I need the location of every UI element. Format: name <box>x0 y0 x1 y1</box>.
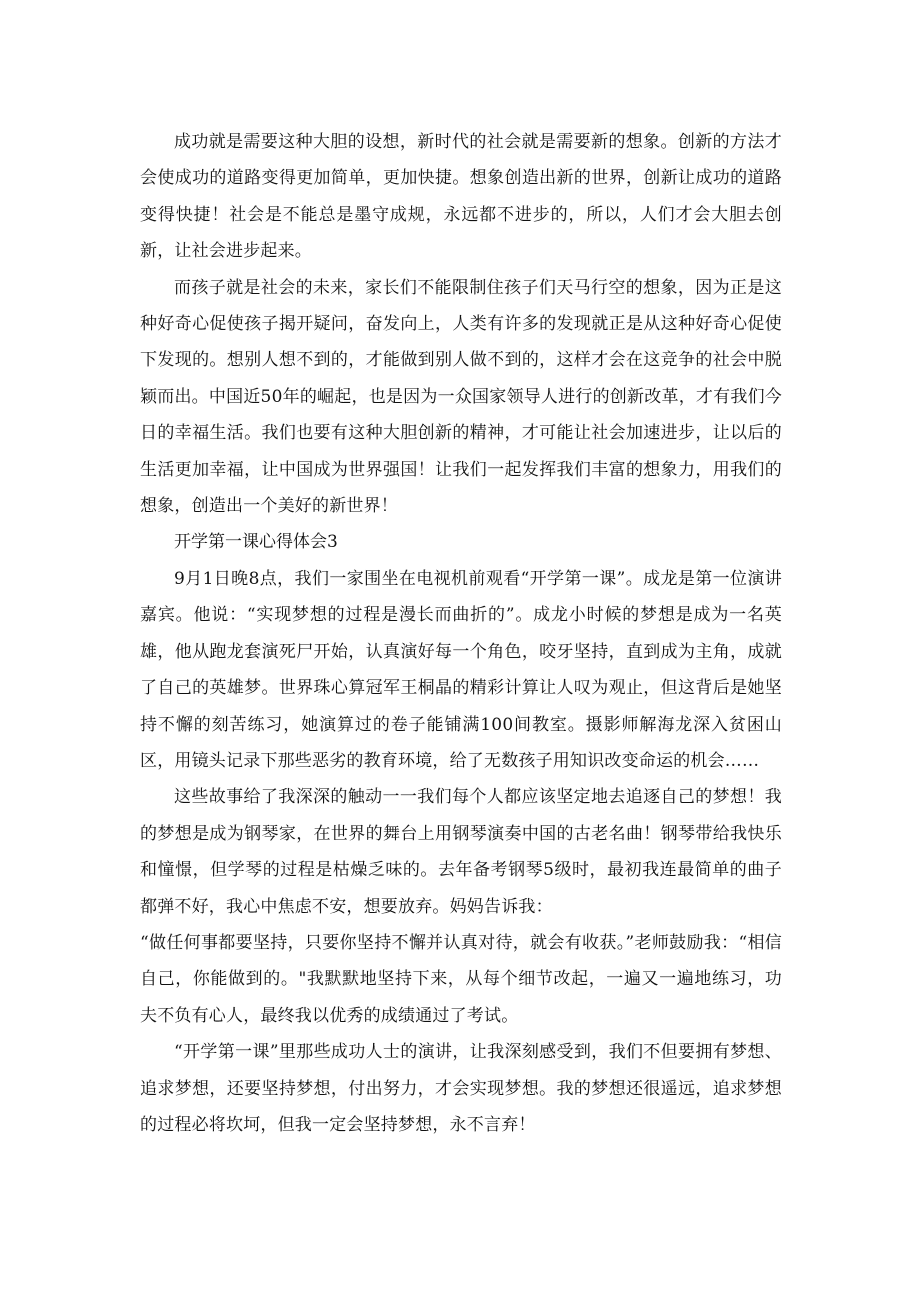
body-paragraph-4: 这些故事给了我深深的触动一一我们每个人都应该坚定地去追逐自己的梦想！我的梦想是成为钢琴家，在世界的舞台上用钢琴演奏中国的古老名曲！钢琴带给我快乐和憧憬，但学琴的过程是枯燥乏味的。去年备考钢琴5级时，最初我连最简单的曲子都弹不好，我心中焦虑不安，想要放弃。妈妈告诉我： <box>140 787 782 917</box>
section-heading: 开学第一课心得体会3 <box>174 532 338 553</box>
body-paragraph-2: 而孩子就是社会的未来，家长们不能限制住孩子们天马行空的想象，因为正是这种好奇心促使孩子揭开疑问，奋发向上，人类有许多的发现就正是从这种好奇心促使下发现的。想别人想不到的，才能做到别人做不到的，这样才会在这竞争的社会中脱颖而出。中国近50年的崛起，也是因为一众国家领导人进行的创新改革，才有我们今日的幸福生活。我们也要有这种大胆创新的精神，才可能让社会加速进步，让以后的生活更加幸福，让中国成为世界强国！让我们一起发挥我们丰富的想象力，用我们的想象，创造出一个美好的新世界！ <box>140 277 782 517</box>
body-paragraph-3: 9月1日晚8点，我们一家围坐在电视机前观看“开学第一课”。成龙是第一位演讲嘉宾。他说：“实现梦想的过程是漫长而曲折的”。成龙小时候的梦想是成为一名英雄，他从跑龙套演死尸开始，认真演好每一个角色，咬牙坚持，直到成为主角，成就了自己的英雄梦。世界珠心算冠军王桐晶的精彩计算让人叹为观止，但这背后是她坚持不懈的刻苦练习，她演算过的卷子能铺满100间教室。摄影师解海龙深入贫困山区，用镜头记录下那些恶劣的教育环境，给了无数孩子用知识改变命运的机会…… <box>140 568 782 771</box>
document-page <box>140 124 782 1143</box>
body-paragraph-5: “做任何事都要坚持，只要你坚持不懈并认真对待，就会有收获。”老师鼓励我：“相信自己，你能做到的。"我默默地坚持下来，从每个细节改起，一遍又一遍地练习，功夫不负有心人，最终我以优秀的成绩通过了考试。 <box>140 932 782 1026</box>
body-paragraph-1: 成功就是需要这种大胆的设想，新时代的社会就是需要新的想象。创新的方法才会使成功的道路变得更加简单，更加快捷。想象创造出新的世界，创新让成功的道路变得快捷！社会是不能总是墨守成规，永远都不进步的，所以，人们才会大胆去创新，让社会进步起来。 <box>140 132 782 262</box>
body-paragraph-6: “开学第一课”里那些成功人士的演讲，让我深刻感受到，我们不但要拥有梦想、追求梦想，还要坚持梦想，付出努力，才会实现梦想。我的梦想还很遥远，追求梦想的过程必将坎坷，但我一定会坚持梦想，永不言弃！ <box>140 1042 782 1135</box>
